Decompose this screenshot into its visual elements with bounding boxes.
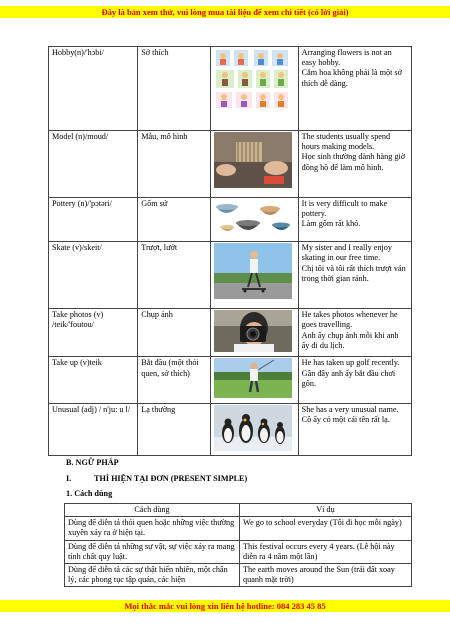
usage-table xyxy=(64,503,412,587)
vocab-meaning: Sở thích xyxy=(138,47,211,131)
vocab-word: Hobby(n)/'hɔbi/ xyxy=(49,47,138,131)
skateboarding-image xyxy=(214,243,292,299)
example-vietnamese: Học sinh thường dành hàng giờ đồng hồ để làm mô hình. xyxy=(301,152,406,172)
table-row xyxy=(49,131,412,198)
example-vietnamese: Gần đây anh ấy bắt đầu chơi gôn. xyxy=(301,368,396,388)
table-row xyxy=(49,309,412,357)
usage-cell: Dùng để diễn tả những sự vật, sự việc xảy ra mang tính chất quy luật. xyxy=(65,540,240,563)
example-vietnamese: Chị tôi và tôi rất thích trượt ván trong thời gian rảnh. xyxy=(301,263,406,283)
model-making-image xyxy=(214,132,292,188)
table-header-row xyxy=(65,504,412,517)
penguins-image xyxy=(214,405,292,451)
vocabulary-table xyxy=(48,46,412,456)
example-english: She has a very unusual name. xyxy=(301,404,399,414)
example-english: The students usually spend hours making models. xyxy=(301,132,391,152)
column-header-usage: Cách dùng xyxy=(65,504,240,517)
table-row xyxy=(49,242,412,309)
table-row xyxy=(65,564,412,587)
example-vietnamese: Anh ấy chụp ảnh mỗi khi anh ấy đi du lịch. xyxy=(301,330,399,350)
table-row xyxy=(49,403,412,455)
photographer-image xyxy=(214,310,292,352)
vocab-word: Model (n)/moud/ xyxy=(49,131,138,198)
vocab-word: Skate (v)/skeit/ xyxy=(49,242,138,309)
hobbies-collage-image xyxy=(214,48,292,110)
hotline-notice-banner: Mọi thắc mắc vui lòng xin liên hệ hotline: 084 283 45 85 xyxy=(0,600,450,612)
example-cell: We go to school everyday (Tôi đi học mỗi ngày) xyxy=(240,517,412,540)
example-vietnamese: Cô ấy có một cái tên rất lạ. xyxy=(301,414,390,424)
preview-notice-banner: Đây là bản xem thử, vui lòng mua tài liệu để xem chi tiết (có lời giải) xyxy=(0,6,450,18)
vocab-word: Pottery (n)/'pɔtəri/ xyxy=(49,198,138,242)
usage-cell: Dùng để diễn tả các sự thật hiển nhiên, một chân lý, các phong tục tập quán, các hiện xyxy=(65,564,240,587)
example-english: My sister and I really enjoy skating in our free time. xyxy=(301,243,392,263)
example-vietnamese: Làm gốm rất khó. xyxy=(301,219,361,229)
vocab-meaning: Chụp ảnh xyxy=(138,309,211,357)
section-1-heading: 1. Cách dùng xyxy=(66,489,113,498)
vocab-meaning: Trượt, lướt xyxy=(138,242,211,309)
example-cell: This festival occurs every 4 years. (Lễ hội này diễn ra 4 năm một lần) xyxy=(240,540,412,563)
vocab-meaning: Gốm sứ xyxy=(138,198,211,242)
table-row xyxy=(49,357,412,403)
example-english: He has taken up golf recently. xyxy=(301,358,400,368)
example-english: He takes photos whenever he goes travelling. xyxy=(301,310,398,330)
table-row xyxy=(49,47,412,131)
section-b-heading: B. NGỮ PHÁP xyxy=(66,458,119,467)
example-vietnamese: Cắm hoa không phải là một sở thích dễ dàng. xyxy=(301,68,402,88)
pottery-bowls-image xyxy=(214,199,292,237)
vocab-meaning: Mẫu, mô hình xyxy=(138,131,211,198)
vocab-word: Unusual (adj) / n'ju: u l/ xyxy=(49,403,138,455)
vocab-word: Take photos (v) /teik/'foutou/ xyxy=(49,309,138,357)
golfer-image xyxy=(214,358,292,398)
vocab-meaning: Lạ thường xyxy=(138,403,211,455)
table-row xyxy=(65,540,412,563)
table-row xyxy=(49,198,412,242)
column-header-example: Ví dụ xyxy=(240,504,412,517)
example-english: Arranging flowers is not an easy hobby. xyxy=(301,48,392,68)
table-row xyxy=(65,517,412,540)
section-i-number: I. xyxy=(66,474,72,483)
section-i-heading: THÌ HIỆN TẠI ĐƠN (PRESENT SIMPLE) xyxy=(94,474,248,483)
usage-cell: Dùng để diễn tả thói quen hoặc những việc thường xuyên xảy ra ở hiện tại. xyxy=(65,517,240,540)
example-english: It is very difficult to make pottery. xyxy=(301,199,388,219)
example-cell: The earth moves around the Sun (trái đất xoay quanh mặt trời) xyxy=(240,564,412,587)
vocab-word: Take up (v)teik xyxy=(49,357,138,403)
vocab-meaning: Bắt đầu (một thói quen, sở thích) xyxy=(138,357,211,403)
